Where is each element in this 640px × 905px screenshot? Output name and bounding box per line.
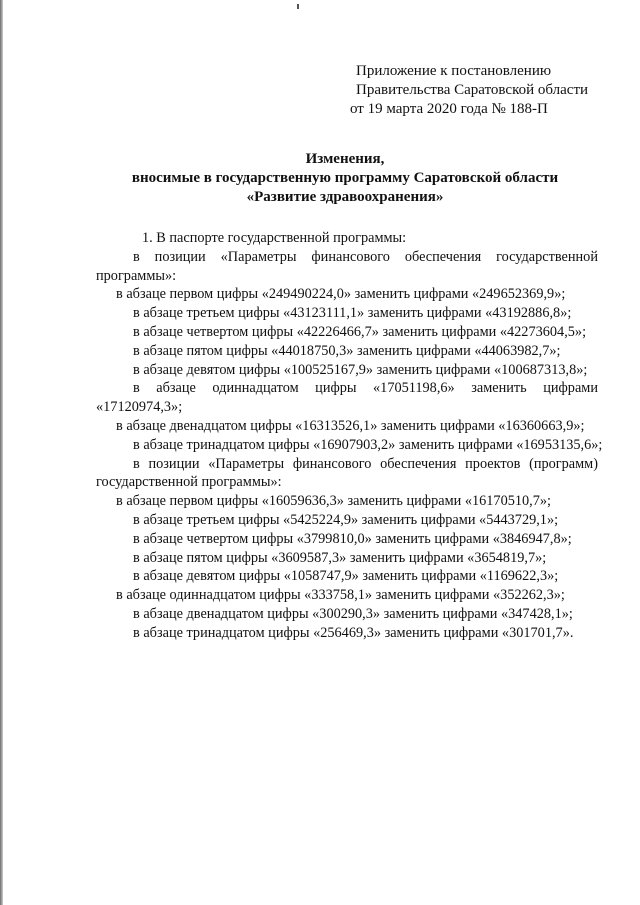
title-line-1: Изменения, xyxy=(305,151,385,167)
body-line: в абзаце девятом цифры «100525167,9» заменить цифрами «100687313,8»; xyxy=(133,361,588,378)
body-line: программы»: xyxy=(96,267,177,284)
document-title xyxy=(120,150,570,207)
title-line-3: «Развитие здравоохранения» xyxy=(246,189,444,205)
body-line: в абзаце четвертом цифры «42226466,7» заменить цифрами «42273604,5»; xyxy=(133,323,587,340)
body-line: 1. В паспорте государственной программы: xyxy=(142,230,407,246)
body-line: в абзаце первом цифры «249490224,0» заменить цифрами «249652369,9»; xyxy=(116,286,566,303)
body-line: в позиции «Параметры финансового обеспечения проектов (программ) xyxy=(133,455,598,472)
body-line: «17120974,3»; xyxy=(96,399,183,416)
scan-speck xyxy=(297,4,299,9)
title-line-2: вносимые в государственную программу Саратовской области xyxy=(131,170,559,186)
body-line: в абзаце пятом цифры «3609587,3» заменить цифрами «3654819,7»; xyxy=(133,549,547,566)
body-line: в позиции «Параметры финансового обеспечения государственной xyxy=(133,248,598,265)
body-line: государственной программы»: xyxy=(96,474,282,491)
header-line-2: Правительства Саратовской области xyxy=(356,82,589,98)
body-line: в абзаце девятом цифры «1058747,9» заменить цифрами «1169622,3»; xyxy=(133,568,559,585)
appendix-header xyxy=(350,62,589,119)
body-line: в абзаце двенадцатом цифры «300290,3» заменить цифрами «347428,1»; xyxy=(133,605,573,622)
header-line-1: Приложение к постановлению xyxy=(356,63,552,79)
body-line: в абзаце одиннадцатом цифры «17051198,6» заменить цифрами xyxy=(133,380,598,397)
body-line: в абзаце двенадцатом цифры «16313526,1» заменить цифрами «16360663,9»; xyxy=(116,417,585,434)
body-line: в абзаце третьем цифры «43123111,1» заменить цифрами «43192886,8»; xyxy=(133,305,572,322)
body-line: в абзаце тринадцатом цифры «256469,3» заменить цифрами «301701,7». xyxy=(133,624,574,641)
body-line: в абзаце первом цифры «16059636,3» заменить цифрами «16170510,7»; xyxy=(116,493,552,510)
body-line: в абзаце четвертом цифры «3799810,0» заменить цифрами «3846947,8»; xyxy=(133,530,572,547)
body-line: в абзаце пятом цифры «44018750,3» заменить цифрами «44063982,7»; xyxy=(133,342,561,359)
scan-edge-shadow xyxy=(0,0,3,905)
header-line-3: от 19 марта 2020 года № 188-П xyxy=(350,101,548,117)
body-line: в абзаце тринадцатом цифры «16907903,2» заменить цифрами «16953135,6»; xyxy=(133,436,603,453)
body-line: в абзаце третьем цифры «5425224,9» заменить цифрами «5443729,1»; xyxy=(133,511,559,528)
document-body xyxy=(96,229,603,643)
body-line: в абзаце одиннадцатом цифры «333758,1» заменить цифрами «352262,3»; xyxy=(116,587,565,604)
